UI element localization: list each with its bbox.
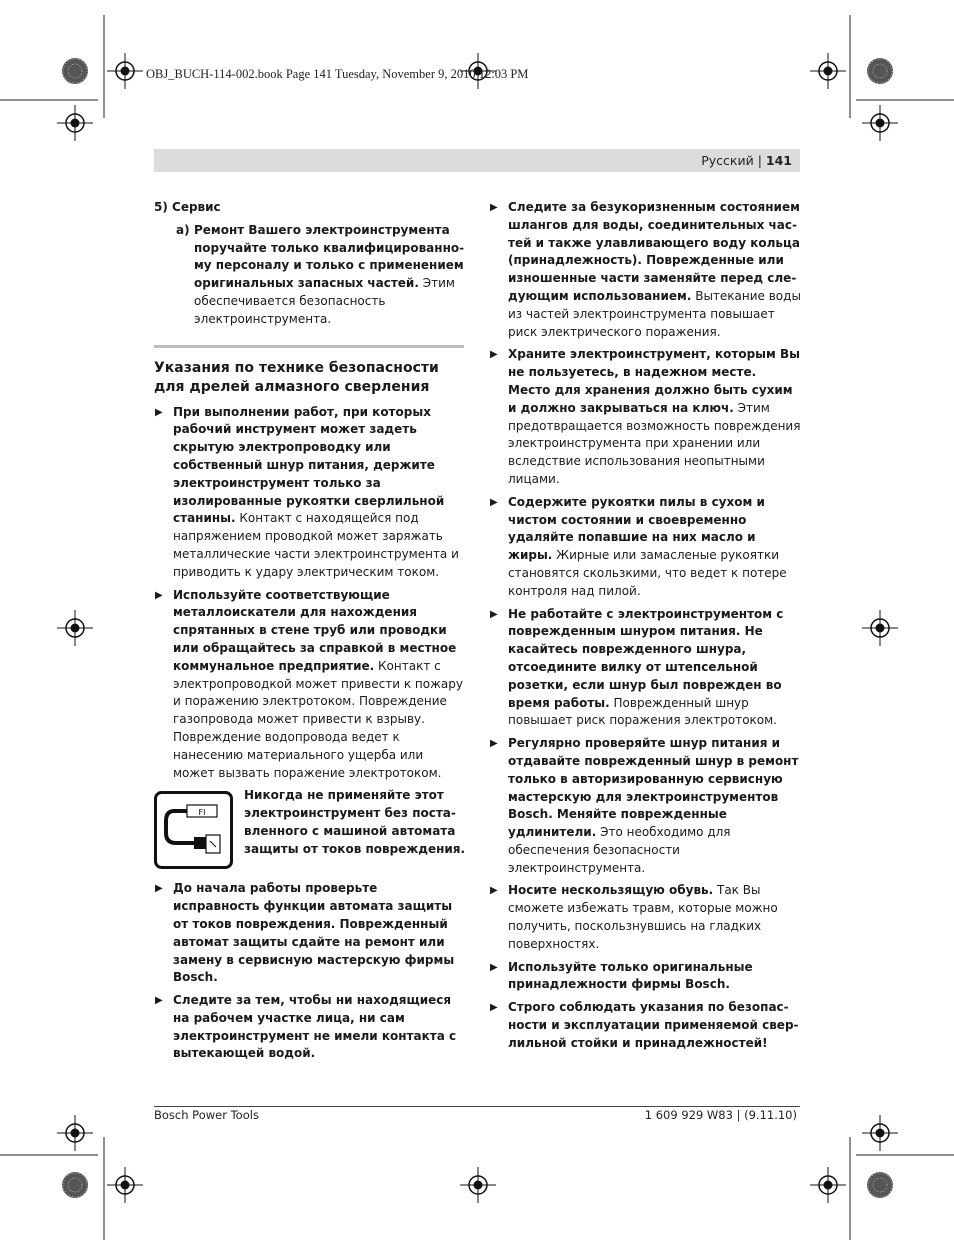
triangle-right-icon: ▶ (490, 202, 498, 213)
rcd-note-text: Никогда не применяйте этот электроинструмент без поставленного с машиной автомата защиты от токов повреждения. (244, 788, 466, 856)
bullet-item (489, 959, 801, 995)
triangle-right-icon: ▶ (490, 1002, 498, 1014)
bullet-text: Вытекание воды из частей электроинструмента повышает риск электрического поражения. (508, 288, 801, 339)
service-item-text: Этим обеспечивается безопасность электроинструмента. (194, 276, 455, 326)
registration-mark-icon (810, 53, 846, 89)
registration-mark-icon (460, 1167, 496, 1203)
bullet-text: Поврежденный шнур повышает риск поражения электротоком. (508, 695, 777, 728)
bullet-item (489, 999, 801, 1052)
section-heading: Указания по технике безопасности для дрелей алмазного сверления (154, 359, 439, 395)
bullet-bold-text: До начала работы проверьте исправность функции автомата защиты от токов повреждения. Поврежденный автомат защиты сдайте на ремонт или замену в сервисную мастерскую фирмы Bosch. (173, 881, 455, 985)
service-item-letter: a) (176, 222, 190, 237)
registration-mark-icon (57, 1115, 93, 1151)
bullet-item (489, 199, 801, 341)
bullet-bold-text: Не работайте с электроинструментом с поврежденным шнуром питания. Не касайтесь поврежденного шнура, отсоедините вилку от штепсельной розетки, если шнур был поврежден во время работы. (508, 606, 784, 710)
bullet-text: Жирные или замасленые рукоятки становятся скользкими, что ведет к потере контроля над пилой. (508, 548, 787, 598)
header-separator: | (753, 153, 766, 168)
bullet-item (489, 494, 801, 601)
left-bullet-list-2 (154, 880, 466, 1063)
bullet-item (154, 404, 466, 582)
registration-mark-icon (810, 1167, 846, 1203)
footer-right: 1 609 929 W83 | (9.11.10) (644, 1108, 797, 1122)
bullet-bold-text: При выполнении работ, при которых рабочий инструмент может задеть скрытую электропроводку или собственный шнур питания, держите электроинструмент только за изолированные рукоятки сверлильной станины. (173, 404, 445, 526)
registration-mark-icon (862, 105, 898, 141)
triangle-right-icon: ▶ (490, 496, 498, 508)
bullet-item (154, 992, 466, 1063)
page-number: 141 (765, 153, 792, 168)
triangle-right-icon: ▶ (490, 885, 498, 897)
left-column (154, 199, 466, 1063)
bullet-text: Контакт с электропроводкой может привести к пожару и поражению электротоком. Повреждение газопровода может привести к взрыву. Повреждение водопровода ведет к нанесению материального ущерба или может вызвать поражение электротоком. (173, 658, 463, 780)
bullet-item (489, 735, 801, 877)
bullet-bold-text: Используйте соответствующие металлоискатели для нахождения спрятанных в стене труб или проводки или обращайтесь за справкой в местное коммунальное предприятие. (173, 587, 457, 673)
triangle-right-icon: ▶ (155, 883, 163, 895)
registration-mark-icon (107, 53, 143, 89)
bullet-text: Это необходимо для обеспечения безопасности электроинструмента. (508, 825, 731, 875)
right-column (489, 199, 801, 1053)
bullet-text: Этим предотвращается возможность повреждения электроинструмента при хранении или вследствие использования неопытными лицами. (508, 400, 801, 486)
service-item (154, 222, 466, 329)
registration-mark-icon (862, 1115, 898, 1151)
registration-mark-icon (862, 610, 898, 646)
triangle-right-icon: ▶ (155, 406, 163, 418)
bullet-bold-text: Храните электроинструмент, которым Вы не пользуетесь, в надежном месте. Место для хранения должно быть сухим и должно закрываться на ключ. (508, 347, 801, 415)
service-heading: 5) Сервис (154, 200, 221, 214)
registration-mark-icon (57, 105, 93, 141)
bullet-bold-text: Содержите рукоятки пилы в сухом и чистом состоянии и своевременно удаляйте попавшие на них масло и жиры. (508, 494, 765, 563)
footer-left: Bosch Power Tools (154, 1108, 259, 1122)
bullet-item (489, 882, 801, 953)
rcd-plug-icon (154, 791, 233, 869)
triangle-right-icon: ▶ (490, 608, 498, 620)
bullet-text: Контакт с находящейся под напряжением проводкой может заряжать металлические части электроинструмента и приводить к удару электрическим током. (173, 511, 459, 579)
service-item-bold: Ремонт Вашего электроинструмента поручайте только квалифицированному персоналу и только с применением оригинальных запасных частей. (194, 222, 465, 291)
page-header-bar (154, 149, 800, 172)
registration-mark-icon (107, 1167, 143, 1203)
footer-rule (154, 1106, 800, 1107)
triangle-right-icon: ▶ (155, 995, 163, 1007)
bullet-item (489, 346, 801, 488)
triangle-right-icon: ▶ (490, 349, 498, 361)
left-bullet-list (154, 404, 466, 783)
bullet-bold-text: Используйте только оригинальные принадлежности фирмы Bosch. (508, 959, 753, 992)
bullet-text: Так Вы сможете избежать травм, которые можно получить, поскользнувшись на гладких поверхностях. (508, 883, 778, 951)
triangle-right-icon: ▶ (490, 961, 498, 973)
bullet-bold-text: Следите за безукоризненным состоянием шлангов для воды, соединительных частей и также улавливающего воду кольца (принадлежность). Поврежденные или изношенные части заменяйте перед следующим использованием. (508, 200, 800, 303)
right-bullet-list (489, 199, 801, 1053)
bullet-bold-text: Следите за тем, чтобы ни находящиеся на рабочем участке лица, ни сам электроинструмент не имели контакта с вытекающей водой. (173, 993, 457, 1061)
bullet-bold-text: Строго соблюдать указания по безопасности и эксплуатации применяемой сверлильной стойки и принадлежностей! (508, 1000, 799, 1050)
bullet-bold-text: Носите нескользящую обувь. (508, 883, 714, 898)
page-header-text (701, 153, 792, 168)
language-label: Русский (701, 153, 754, 168)
triangle-right-icon: ▶ (155, 589, 163, 601)
bullet-bold-text: Регулярно проверяйте шнур питания и отдавайте поврежденный шнур в ремонт только в авторизированную сервисную мастерскую для электроинструментов Bosch. Меняйте поврежденные удлинители. (508, 736, 799, 840)
registration-mark-icon (57, 610, 93, 646)
bullet-item (154, 587, 466, 783)
book-info-line: OBJ_BUCH-114-002.book Page 141 Tuesday, November 9, 2010 12:03 PM (146, 67, 529, 81)
section-divider (154, 345, 464, 348)
triangle-right-icon: ▶ (490, 738, 498, 750)
rcd-label: FI (198, 808, 206, 818)
bullet-item (489, 606, 801, 731)
rcd-note (154, 789, 466, 877)
bullet-item (154, 880, 466, 987)
